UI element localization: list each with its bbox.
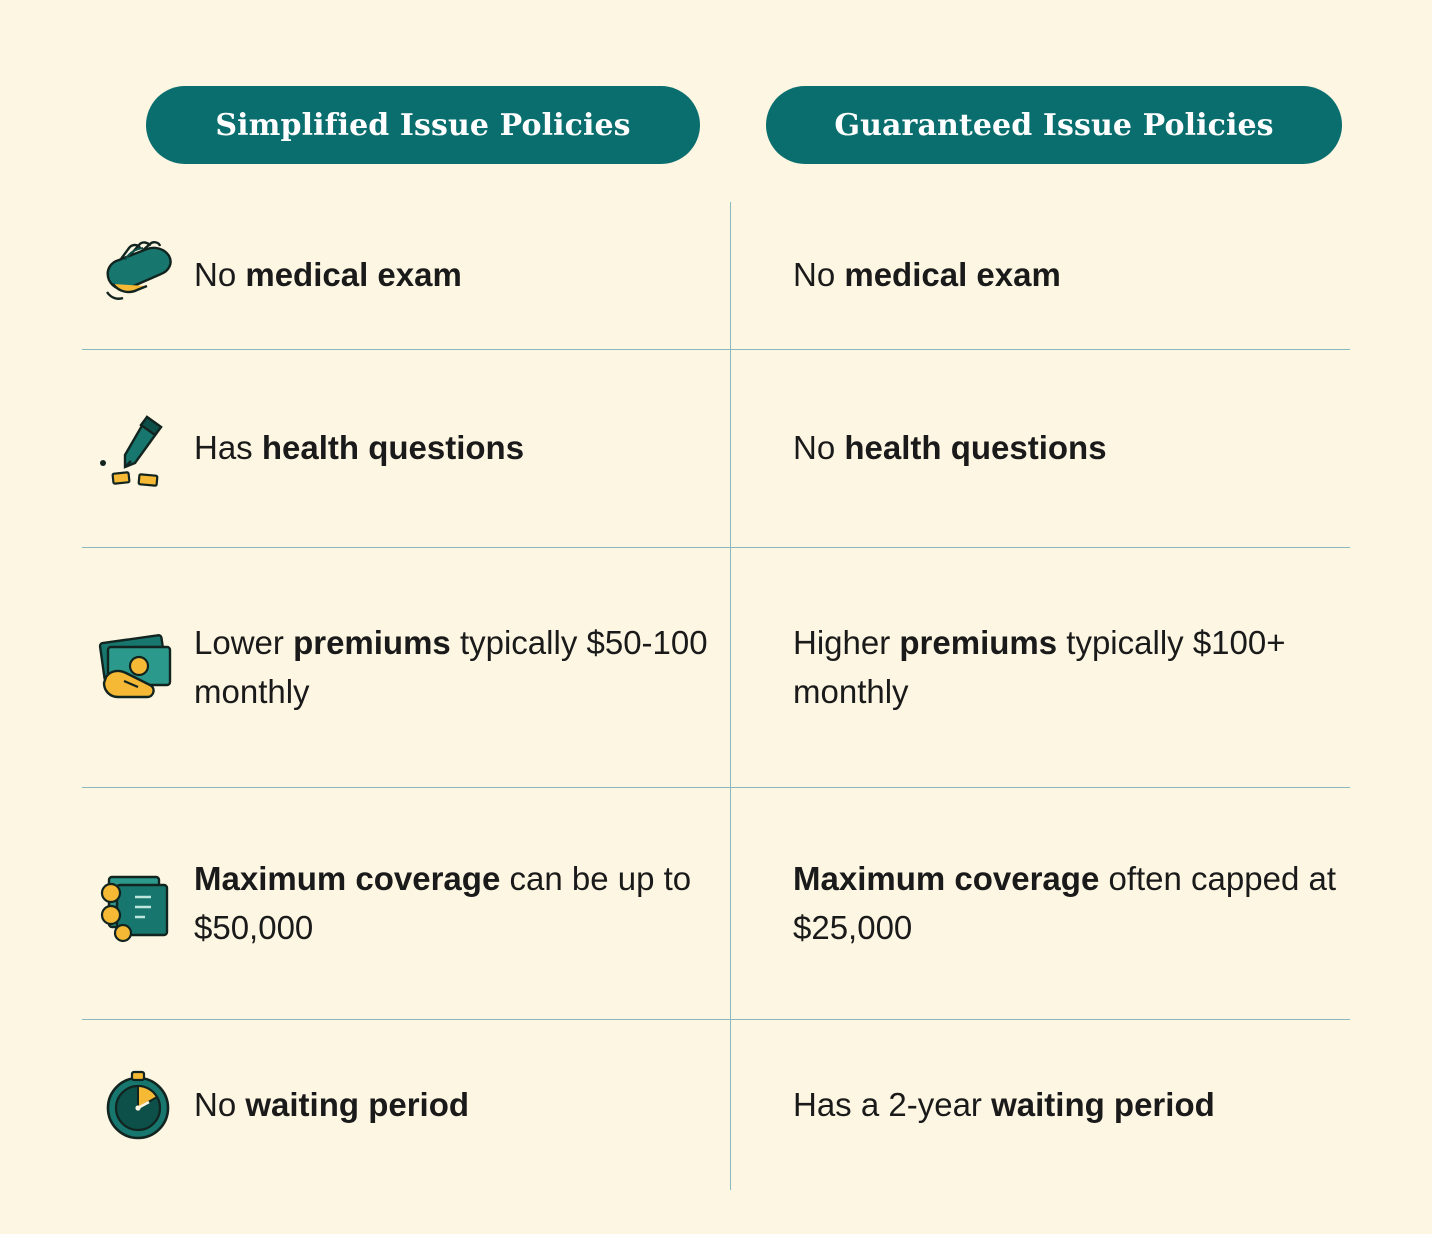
text-bold: medical exam [245,256,462,294]
text-plain: Has [194,429,262,467]
text-plain: No [194,1085,246,1123]
text-bold: health questions [844,429,1107,467]
text-bold: medical exam [844,256,1061,294]
row-max-coverage-simplified-text [194,855,730,953]
row-medical-exam-simplified-text [194,251,462,300]
text-plain: No [793,429,845,467]
text-bold: Maximum coverage [793,859,1100,897]
stopwatch-icon [82,1064,194,1146]
text-bold: premiums [899,623,1058,661]
column-header-row [0,0,1432,164]
row-health-questions-guaranteed-text [793,424,1107,473]
row-health-questions-guaranteed-cell [730,350,1350,547]
text-plain-tail: often capped at $25,000 [793,859,1337,946]
text-bold: premiums [293,623,451,661]
text-plain-tail: can be up to $50,000 [194,859,692,946]
row-max-coverage-simplified-cell [82,788,730,1019]
row-medical-exam-guaranteed-text [793,251,1061,300]
text-bold: Maximum coverage [194,859,501,897]
text-plain: Has a 2-year [793,1085,992,1123]
row-max-coverage-guaranteed-text [793,855,1350,953]
row-premiums-guaranteed-text [793,619,1350,717]
row-premiums-simplified-cell [82,548,730,787]
text-plain: Higher [793,623,900,661]
text-bold: waiting period [245,1085,470,1123]
table-row [82,548,1350,788]
column-header-simplified-issue [146,86,700,164]
text-plain-tail: typically $100+ monthly [793,623,1286,710]
table-row [82,788,1350,1020]
hands-icon [82,240,194,312]
text-plain: No [793,256,845,294]
row-premiums-simplified-text [194,619,730,717]
hand-cash-icon [82,629,194,707]
column-header-guaranteed-issue-label: Guaranteed Issue Policies [834,107,1274,143]
row-health-questions-simplified-text [194,424,524,473]
row-premiums-guaranteed-cell [730,548,1350,787]
row-max-coverage-guaranteed-cell [730,788,1350,1019]
table-row [82,1020,1350,1190]
table-row [82,350,1350,548]
text-plain: No [194,256,246,294]
column-header-simplified-issue-label: Simplified Issue Policies [215,107,631,143]
comparison-grid [0,202,1432,1190]
text-bold: health questions [261,429,525,467]
row-health-questions-simplified-cell [82,350,730,547]
row-waiting-period-guaranteed-cell [730,1020,1350,1190]
text-plain-tail: typically $50-100 monthly [194,623,708,710]
pen-signing-icon [82,409,194,489]
table-row [82,202,1350,350]
row-waiting-period-simplified-text [194,1081,469,1130]
row-waiting-period-simplified-cell [82,1020,730,1190]
column-header-guaranteed-issue [766,86,1342,164]
row-medical-exam-simplified-cell [82,202,730,349]
money-stack-icon [82,863,194,945]
text-plain: Lower [194,623,294,661]
text-bold: waiting period [991,1085,1215,1123]
row-waiting-period-guaranteed-text [793,1081,1215,1130]
row-medical-exam-guaranteed-cell [730,202,1350,349]
